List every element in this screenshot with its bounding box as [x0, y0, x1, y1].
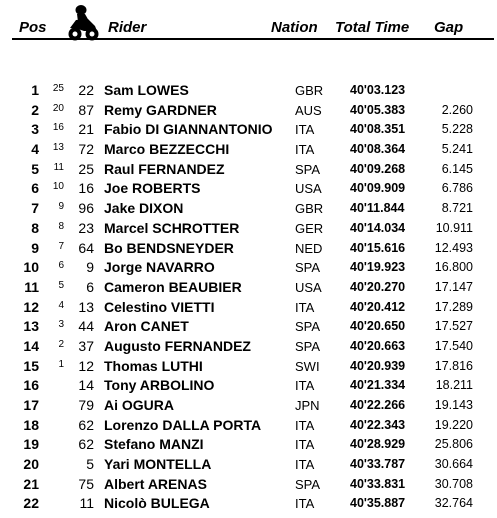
- points: 11: [53, 161, 64, 173]
- position: 8: [31, 219, 39, 236]
- rider-number: 13: [78, 298, 94, 315]
- table-row: [0, 179, 497, 199]
- points: 4: [58, 299, 64, 311]
- table-row: [0, 199, 497, 219]
- header-total-time: Total Time: [335, 19, 410, 36]
- header-divider: [12, 38, 494, 40]
- position: 9: [31, 239, 39, 256]
- rider-number: 23: [78, 219, 94, 236]
- rider-name: Cameron BEAUBIER: [104, 278, 242, 295]
- total-time: 40'20.270: [350, 279, 406, 294]
- table-row: [0, 101, 497, 121]
- table-row: [0, 258, 497, 278]
- position: 5: [31, 160, 39, 177]
- gap: 19.220: [434, 417, 473, 432]
- rider-name: Ai OGURA: [104, 397, 174, 413]
- points: 9: [58, 201, 64, 213]
- table-row: [0, 435, 497, 455]
- rider-number: 79: [78, 397, 94, 413]
- position: 21: [23, 475, 39, 492]
- gap: 8.721: [441, 201, 473, 216]
- position: 7: [31, 200, 39, 217]
- gap: 2.260: [441, 102, 473, 117]
- rider-name: Yari MONTELLA: [104, 456, 212, 473]
- nation: ITA: [295, 496, 315, 512]
- gap: 17.289: [434, 299, 473, 314]
- table-row: [0, 357, 497, 377]
- header-rider: Rider: [108, 19, 147, 36]
- points: 6: [58, 260, 64, 272]
- rider-name: Sam LOWES: [104, 82, 189, 98]
- gap: 6.145: [441, 161, 473, 176]
- gap: 10.911: [435, 220, 473, 235]
- position: 4: [31, 141, 39, 158]
- rider-name: Joe ROBERTS: [104, 180, 201, 197]
- rider-name: Bo BENDSNEYDER: [104, 239, 234, 256]
- rider-number: 44: [78, 318, 94, 335]
- points: 20: [52, 102, 64, 114]
- gap: 12.493: [434, 240, 473, 255]
- rider-number: 37: [78, 337, 94, 354]
- points: 1: [58, 358, 64, 370]
- points: 5: [58, 279, 64, 291]
- rider-number: 25: [78, 160, 94, 177]
- nation: GBR: [295, 201, 324, 217]
- rider-name: Tony ARBOLINO: [104, 377, 215, 394]
- total-time: 40'20.663: [350, 338, 406, 353]
- total-time: 40'09.268: [350, 161, 406, 176]
- rider-name: Aron CANET: [104, 318, 189, 335]
- position: 18: [23, 416, 39, 433]
- position: 12: [23, 298, 39, 315]
- header-pos: Pos: [19, 19, 47, 36]
- position: 14: [23, 337, 39, 354]
- total-time: 40'33.831: [350, 476, 406, 491]
- gap: 17.147: [434, 279, 473, 294]
- total-time: 40'09.909: [350, 181, 406, 196]
- table-row: [0, 120, 497, 140]
- gap: 19.143: [434, 398, 473, 412]
- rider-number: 96: [78, 200, 94, 217]
- points: 13: [52, 142, 64, 154]
- rider-name: Remy GARDNER: [104, 101, 217, 118]
- total-time: 40'20.939: [350, 358, 406, 373]
- points: 8: [58, 220, 64, 232]
- total-time: 40'15.616: [350, 240, 406, 255]
- nation: ITA: [295, 299, 315, 315]
- nation: ITA: [295, 417, 315, 433]
- points: 16: [52, 122, 64, 134]
- header-nation: Nation: [271, 19, 318, 36]
- gap: 16.800: [434, 260, 473, 275]
- nation: NED: [295, 240, 323, 256]
- table-row: [0, 81, 497, 101]
- nation: SPA: [295, 319, 321, 335]
- rider-number: 87: [78, 101, 94, 118]
- position: 15: [23, 357, 39, 374]
- nation: ITA: [295, 378, 315, 394]
- rider-name: Jake DIXON: [104, 200, 184, 217]
- nation: SPA: [295, 338, 321, 354]
- position: 16: [23, 377, 39, 394]
- points: 2: [58, 338, 64, 350]
- rider-name: Thomas LUTHI: [104, 357, 203, 374]
- nation: USA: [295, 279, 322, 295]
- nation: SPA: [295, 260, 321, 276]
- gap: 30.708: [434, 476, 473, 491]
- rider-name: Celestino VIETTI: [104, 298, 215, 315]
- table-row: [0, 396, 497, 416]
- nation: GBR: [295, 83, 324, 98]
- nation: ITA: [295, 437, 315, 453]
- table-row: [0, 239, 497, 259]
- rider-number: 22: [78, 82, 94, 98]
- rider-name: Nicolò BULEGA: [104, 495, 210, 512]
- gap: 17.540: [434, 338, 473, 353]
- table-row: [0, 219, 497, 239]
- rider-number: 9: [86, 259, 94, 276]
- rider-number: 21: [78, 121, 94, 138]
- rider-name: Raul FERNANDEZ: [104, 160, 225, 177]
- table-row: [0, 298, 497, 318]
- position: 22: [23, 495, 39, 512]
- points: 3: [58, 319, 64, 331]
- rider-number: 6: [86, 278, 94, 295]
- rider-name: Augusto FERNANDEZ: [104, 337, 251, 354]
- nation: ITA: [295, 457, 315, 473]
- total-time: 40'35.887: [350, 496, 406, 511]
- position: 6: [31, 180, 39, 197]
- gap: 5.241: [441, 142, 473, 157]
- table-row: [0, 376, 497, 396]
- position: 1: [31, 82, 39, 98]
- position: 13: [23, 318, 39, 335]
- position: 11: [24, 278, 39, 295]
- total-time: 40'20.650: [350, 319, 406, 334]
- rider-name: Stefano MANZI: [104, 436, 204, 453]
- position: 19: [23, 436, 39, 453]
- position: 10: [23, 259, 39, 276]
- table-row: [0, 140, 497, 160]
- rider-number: 62: [78, 436, 94, 453]
- total-time: 40'22.266: [350, 398, 406, 412]
- total-time: 40'33.787: [350, 457, 406, 472]
- table-row: [0, 160, 497, 180]
- points: 25: [52, 83, 64, 94]
- rider-number: 11: [79, 495, 94, 512]
- nation: ITA: [295, 122, 315, 138]
- gap: 25.806: [434, 437, 473, 452]
- total-time: 40'20.412: [350, 299, 406, 314]
- total-time: 40'08.351: [350, 122, 406, 137]
- nation: SPA: [295, 476, 321, 492]
- total-time: 40'05.383: [350, 102, 406, 117]
- rider-number: 75: [78, 475, 94, 492]
- gap: 17.527: [434, 319, 473, 334]
- rider-number: 12: [78, 357, 94, 374]
- results-table: [0, 81, 497, 514]
- rider-name: Albert ARENAS: [104, 475, 207, 492]
- rider-name: Jorge NAVARRO: [104, 259, 215, 276]
- rider-number: 5: [86, 456, 94, 473]
- nation: AUS: [295, 102, 322, 118]
- table-row: [0, 494, 497, 514]
- rider-number: 14: [78, 377, 94, 394]
- total-time: 40'08.364: [350, 142, 406, 157]
- rider-number: 72: [78, 141, 94, 158]
- table-row: [0, 416, 497, 436]
- points: 7: [58, 240, 64, 252]
- nation: SWI: [295, 358, 320, 374]
- table-row: [0, 475, 497, 495]
- gap: 30.664: [434, 457, 473, 472]
- rider-number: 64: [78, 239, 94, 256]
- table-row: [0, 337, 497, 357]
- rider-name: Marcel SCHROTTER: [104, 219, 240, 236]
- rider-number: 62: [78, 416, 94, 433]
- table-row: [0, 317, 497, 337]
- total-time: 40'11.844: [350, 201, 405, 216]
- total-time: 40'03.123: [350, 83, 406, 97]
- gap: 18.211: [435, 378, 473, 393]
- rider-name: Fabio DI GIANNANTONIO: [104, 121, 273, 138]
- gap: 32.764: [434, 496, 473, 511]
- nation: GER: [295, 220, 324, 236]
- gap: 5.228: [441, 122, 473, 137]
- position: 17: [23, 397, 39, 413]
- points: 10: [52, 181, 64, 193]
- nation: ITA: [295, 142, 315, 158]
- nation: USA: [295, 181, 322, 197]
- table-row: [0, 278, 497, 298]
- gap: 17.816: [434, 358, 473, 373]
- position: 20: [23, 456, 39, 473]
- position: 2: [31, 101, 39, 118]
- gap: 6.786: [441, 181, 473, 196]
- rider-name: Lorenzo DALLA PORTA: [104, 416, 262, 433]
- total-time: 40'14.034: [350, 220, 406, 235]
- total-time: 40'19.923: [350, 260, 406, 275]
- results-header: [0, 0, 497, 40]
- header-gap: Gap: [434, 19, 464, 36]
- position: 3: [31, 121, 39, 138]
- total-time: 40'28.929: [350, 437, 406, 452]
- motorcycle-rider-icon: [62, 4, 102, 42]
- nation: JPN: [295, 398, 320, 413]
- nation: SPA: [295, 161, 321, 177]
- total-time: 40'21.334: [350, 378, 406, 393]
- table-row: [0, 455, 497, 475]
- rider-name: Marco BEZZECCHI: [104, 141, 230, 158]
- total-time: 40'22.343: [350, 417, 406, 432]
- rider-number: 16: [78, 180, 94, 197]
